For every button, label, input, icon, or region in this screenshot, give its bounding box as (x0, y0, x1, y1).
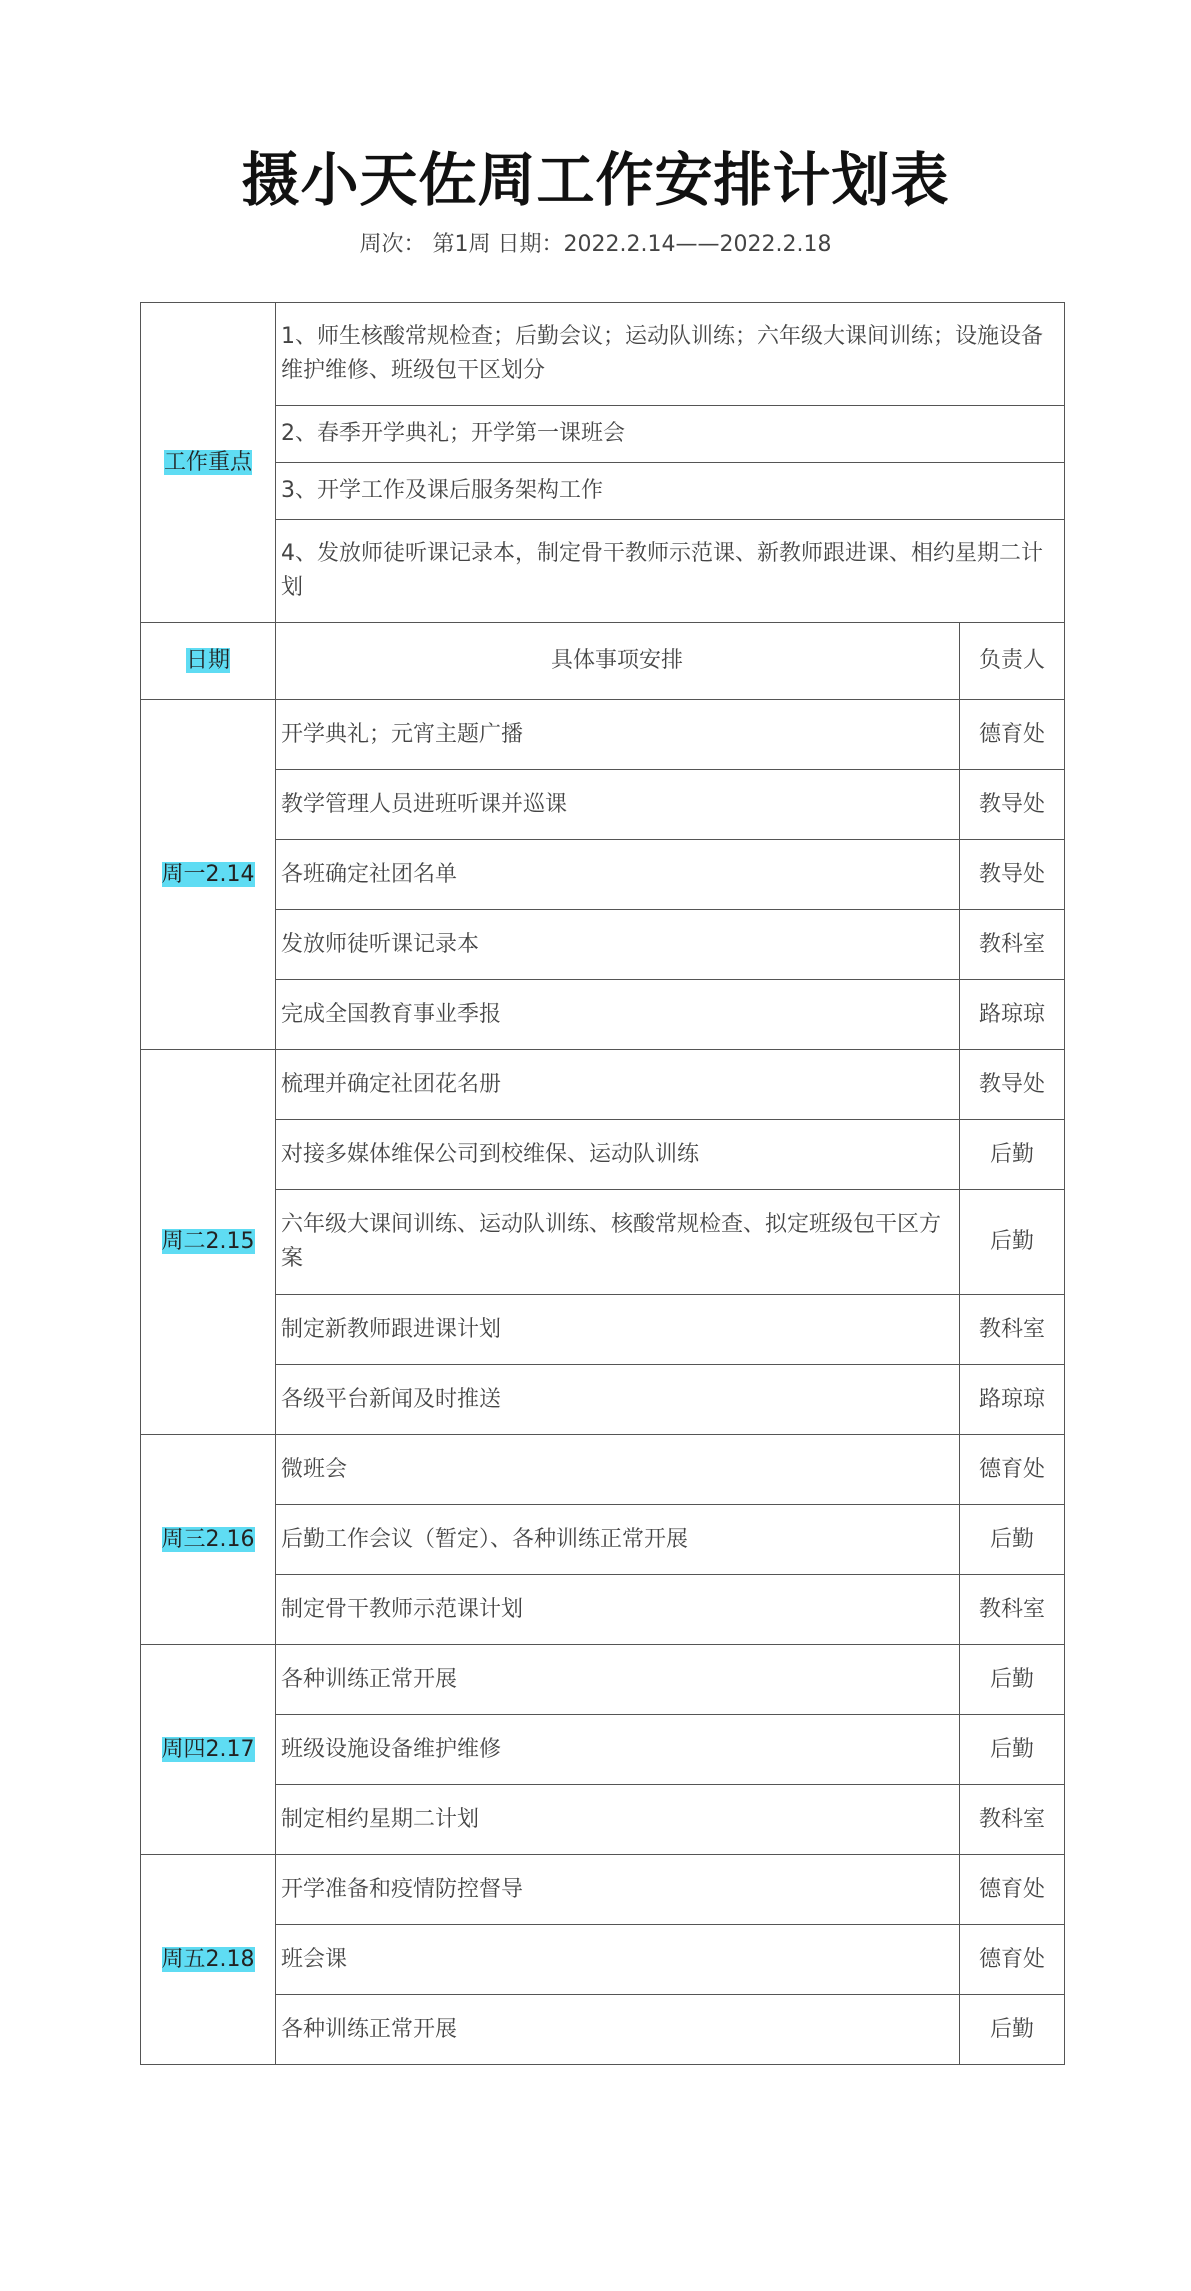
task-owner: 后勤 (960, 1190, 1065, 1295)
focus-item: 2、春季开学典礼；开学第一课班会 (276, 406, 1065, 463)
day-cell (141, 1645, 276, 1855)
task-row (141, 1295, 1065, 1365)
task-row (141, 1715, 1065, 1785)
task-row (141, 1120, 1065, 1190)
task-row (141, 1505, 1065, 1575)
focus-row (141, 463, 1065, 520)
task-text: 教学管理人员进班听课并巡课 (276, 770, 960, 840)
owner-header: 负责人 (960, 623, 1065, 700)
task-text: 制定新教师跟进课计划 (276, 1295, 960, 1365)
task-owner: 德育处 (960, 1855, 1065, 1925)
task-row (141, 1785, 1065, 1855)
task-owner: 教导处 (960, 1050, 1065, 1120)
focus-row (141, 406, 1065, 463)
task-text: 后勤工作会议（暂定）、各种训练正常开展 (276, 1505, 960, 1575)
task-text: 制定相约星期二计划 (276, 1785, 960, 1855)
task-text: 完成全国教育事业季报 (276, 980, 960, 1050)
task-text: 梳理并确定社团花名册 (276, 1050, 960, 1120)
focus-row (141, 520, 1065, 623)
task-row (141, 700, 1065, 770)
task-row (141, 1575, 1065, 1645)
task-row (141, 910, 1065, 980)
task-owner: 德育处 (960, 1925, 1065, 1995)
day-cell (141, 700, 276, 1050)
focus-item: 3、开学工作及课后服务架构工作 (276, 463, 1065, 520)
day-label: 周五2.18 (161, 1946, 255, 1972)
task-row (141, 1645, 1065, 1715)
task-owner: 教科室 (960, 1785, 1065, 1855)
task-owner: 后勤 (960, 1505, 1065, 1575)
task-row (141, 840, 1065, 910)
task-text: 开学准备和疫情防控督导 (276, 1855, 960, 1925)
day-cell (141, 1855, 276, 2065)
task-owner: 后勤 (960, 1120, 1065, 1190)
task-text: 各种训练正常开展 (276, 1995, 960, 2065)
focus-label-cell (141, 303, 276, 623)
task-owner: 德育处 (960, 700, 1065, 770)
task-row (141, 1365, 1065, 1435)
focus-item: 4、发放师徒听课记录本，制定骨干教师示范课、新教师跟进课、相约星期二计划 (276, 520, 1065, 623)
task-text: 制定骨干教师示范课计划 (276, 1575, 960, 1645)
task-text: 六年级大课间训练、运动队训练、核酸常规检查、拟定班级包干区方案 (276, 1190, 960, 1295)
task-text: 发放师徒听课记录本 (276, 910, 960, 980)
day-cell (141, 1050, 276, 1435)
task-owner: 教科室 (960, 910, 1065, 980)
task-text: 班会课 (276, 1925, 960, 1995)
task-owner: 路琼琼 (960, 980, 1065, 1050)
task-text: 各级平台新闻及时推送 (276, 1365, 960, 1435)
task-owner: 教导处 (960, 770, 1065, 840)
task-text: 各班确定社团名单 (276, 840, 960, 910)
task-owner: 后勤 (960, 1645, 1065, 1715)
day-cell (141, 1435, 276, 1645)
task-row (141, 1925, 1065, 1995)
focus-item: 1、师生核酸常规检查；后勤会议；运动队训练；六年级大课间训练；设施设备维护维修、班级包干区划分 (276, 303, 1065, 406)
task-row (141, 980, 1065, 1050)
day-label: 周一2.14 (161, 861, 255, 887)
task-row (141, 1855, 1065, 1925)
task-text: 班级设施设备维护维修 (276, 1715, 960, 1785)
task-owner: 教导处 (960, 840, 1065, 910)
task-header: 具体事项安排 (276, 623, 960, 700)
week-date-subtitle: 周次： 第1周 日期：2022.2.14——2022.2.18 (359, 232, 832, 257)
task-text: 开学典礼；元宵主题广播 (276, 700, 960, 770)
task-owner: 后勤 (960, 1715, 1065, 1785)
task-owner: 后勤 (960, 1995, 1065, 2065)
focus-row (141, 303, 1065, 406)
task-owner: 教科室 (960, 1295, 1065, 1365)
task-text: 对接多媒体维保公司到校维保、运动队训练 (276, 1120, 960, 1190)
focus-label: 工作重点 (163, 449, 252, 475)
date-header: 日期 (185, 648, 230, 673)
day-label: 周二2.15 (161, 1229, 255, 1254)
day-label: 周四2.17 (161, 1736, 255, 1762)
task-row (141, 1995, 1065, 2065)
task-owner: 德育处 (960, 1435, 1065, 1505)
page-title: 摄小天佐周工作安排计划表 (241, 146, 950, 214)
task-row (141, 1050, 1065, 1120)
task-text: 各种训练正常开展 (276, 1645, 960, 1715)
task-row (141, 770, 1065, 840)
weekly-plan-table (140, 302, 1065, 2065)
task-owner: 路琼琼 (960, 1365, 1065, 1435)
date-header-cell (141, 623, 276, 700)
column-header-row (141, 623, 1065, 700)
task-owner: 教科室 (960, 1575, 1065, 1645)
day-label: 周三2.16 (161, 1526, 255, 1552)
task-text: 微班会 (276, 1435, 960, 1505)
task-row (141, 1435, 1065, 1505)
task-row (141, 1190, 1065, 1295)
